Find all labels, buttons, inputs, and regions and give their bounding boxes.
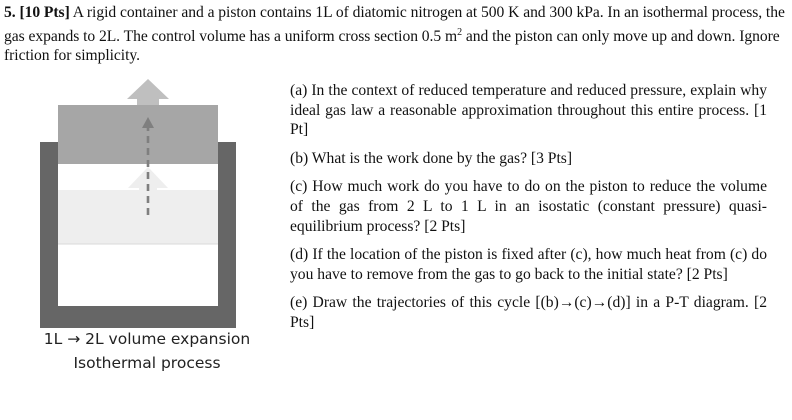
problem-intro-text-end: and the piston can only move up and down. Ignore friction for simplicity. (4, 27, 780, 65)
piston-diagram (0, 0, 280, 330)
question-e: (e) Draw the trajectories of this cycle [(b)→(c)→(d)] in a P-T diagram. [2 Pts] (290, 294, 767, 331)
problem-intro-text: A rigid container and a piston contains 1L of diatomic nitrogen at 500 K and 300 kPa. In an isothermal process, the gas expands to 2L. The control volume has a uniform cross section 0.5 m (4, 4, 785, 45)
question-a: (a) In the context of reduced temperature and reduced pressure, explain why ideal gas law a reasonable approximation throughout this entire process. [1 Pt] (290, 82, 767, 139)
problem-label: 5. [10 Pts] (4, 4, 70, 21)
container-bottom (40, 306, 236, 328)
question-c: (c) How much work do you have to do on the piston to reduce the volume of the gas from 2 L to 1 L in an isostatic (constant pressure) quasi-equilibrium process? [2 Pts] (290, 178, 767, 235)
container-right-wall (218, 142, 236, 328)
container-left-wall (40, 142, 58, 328)
piston-figure (0, 0, 280, 420)
piston (58, 105, 218, 164)
gas-light-region (58, 190, 218, 244)
figure-caption-line1: 1L → 2L volume expansion (43, 330, 251, 348)
question-list (290, 81, 767, 342)
area-unit-superscript: 2 (457, 26, 463, 38)
question-b: (b) What is the work done by the gas? [3 Pts] (290, 149, 573, 167)
question-d: (d) If the location of the piston is fixed after (c), how much heat from (c) do you have to remove from the gas to go back to the initial state? [2 Pts] (290, 246, 767, 283)
figure-caption-line2: Isothermal process (73, 354, 221, 372)
piston-up-arrow-icon (127, 79, 169, 105)
gas-initial-region (58, 245, 218, 306)
